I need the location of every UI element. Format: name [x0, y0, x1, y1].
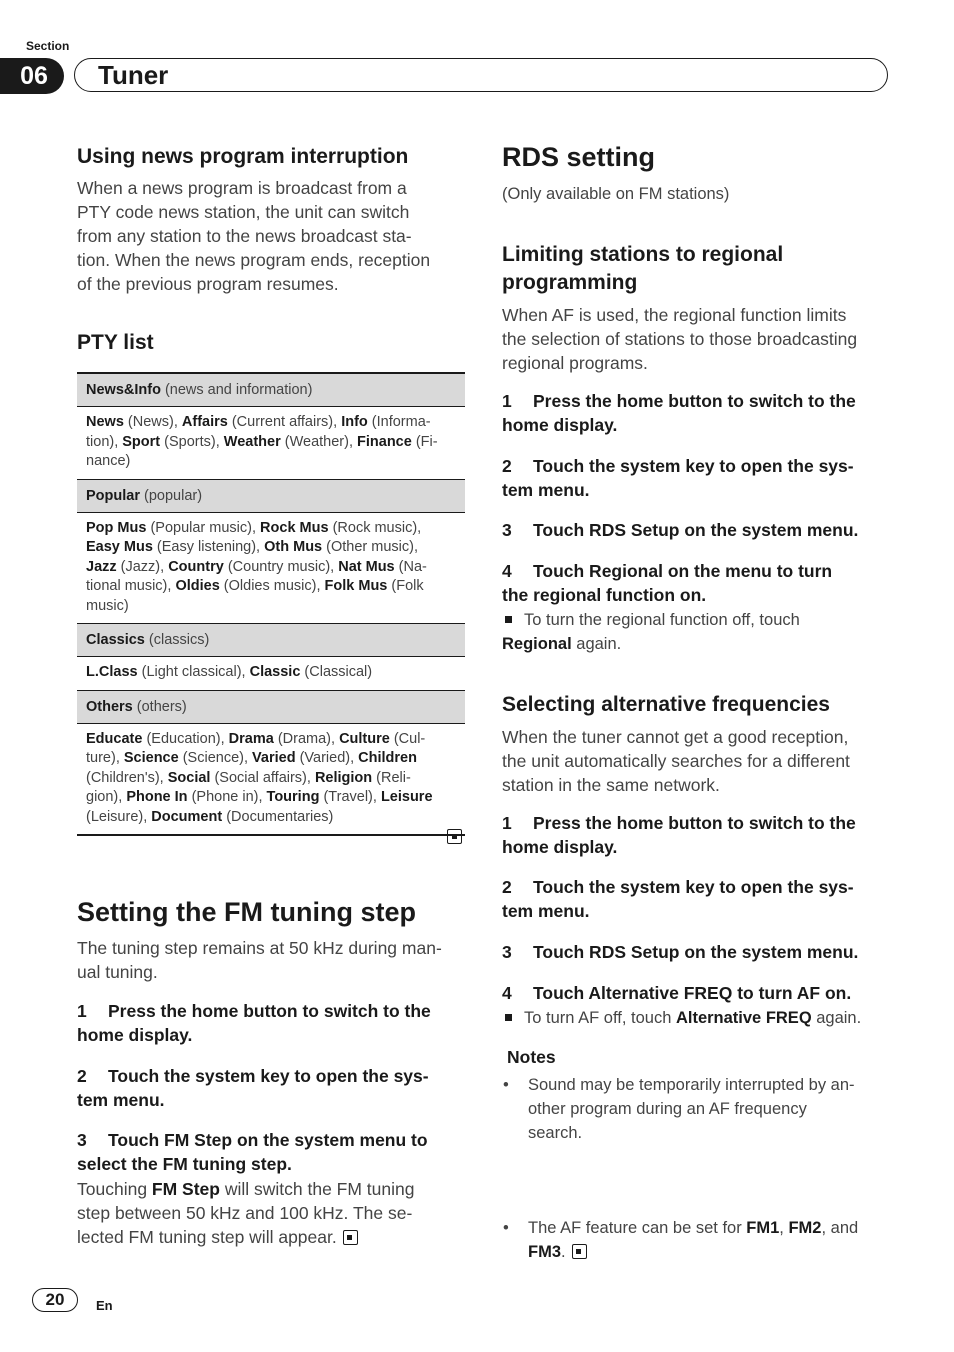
af-heading: Selecting alternative frequencies: [502, 693, 830, 716]
bullet-dot-icon: •: [503, 1219, 509, 1237]
pty-line: Pop Mus (Popular music), Rock Mus (Rock music),: [86, 519, 422, 536]
square-bullet-icon: [505, 616, 512, 623]
regional-bullet: To turn the regional function off, touch Regional again.: [502, 611, 800, 653]
header-bar: [74, 58, 888, 92]
pty-heading: PTY list: [77, 331, 154, 354]
language-code: En: [96, 1298, 113, 1313]
pty-line: tional music), Oldies (Oldies music), Folk Mus (Folk: [86, 578, 424, 594]
pty-group-items: [77, 657, 465, 691]
fm-step-2: 2 Touch the system key to open the sys- tem menu.: [77, 1066, 429, 1110]
square-bullet-icon: [505, 1014, 512, 1021]
regional-step-4: 4 Touch Regional on the menu to turn the regional function on.: [502, 561, 833, 605]
fm-step-heading: Setting the FM tuning step: [77, 897, 416, 927]
pty-line: Easy Mus (Easy listening), Oth Mus (Other music),: [86, 539, 418, 555]
pty-line: ture), Science (Science), Varied (Varied), Children: [86, 750, 417, 766]
regional-paragraph: When AF is used, the regional function limits the selection of stations to those broadcasting regional programs.: [502, 305, 858, 373]
section-number-badge: 06: [0, 58, 64, 94]
end-mark-icon: [343, 1230, 358, 1245]
fm-step-1: 1 Press the home button to switch to the home display.: [77, 1001, 431, 1045]
section-label: Section: [26, 39, 70, 53]
af-bullet: To turn AF off, touch Alternative FREQ again.: [502, 1006, 890, 1030]
bullet-dot-icon: •: [503, 1076, 509, 1094]
news-heading: Using news program interruption: [77, 145, 409, 168]
pty-line: (Children's), Social (Social affairs), Religion (Reli-: [86, 769, 411, 786]
regional-step-2: 2 Touch the system key to open the sys- tem menu.: [502, 456, 854, 500]
pty-group-items: [77, 513, 465, 625]
rds-heading: RDS setting: [502, 142, 656, 172]
pty-line: nance): [86, 453, 131, 469]
pty-group-header: News&Info (news and information): [77, 374, 465, 407]
af-step-2: 2 Touch the system key to open the sys- tem menu.: [502, 877, 854, 921]
pty-line: gion), Phone In (Phone in), Touring (Travel), Leisure: [86, 789, 433, 805]
regional-heading: Limiting stations to regional programming: [502, 243, 784, 294]
pty-line: Jazz (Jazz), Country (Country music), Nat Mus (Na-: [86, 558, 427, 575]
chapter-title: Tuner: [98, 60, 169, 90]
pty-group-items: [77, 724, 465, 837]
pty-group-header: Others (others): [77, 691, 465, 724]
pty-line: News (News), Affairs (Current affairs), Info (Informa-: [86, 414, 431, 430]
fm-step-3: 3 Touch FM Step on the system menu to select the FM tuning step.: [77, 1130, 428, 1174]
af-step-3: 3 Touch RDS Setup on the system menu.: [502, 942, 859, 962]
pty-group-header: Popular (popular): [77, 480, 465, 513]
regional-step-1: 1 Press the home button to switch to the home display.: [502, 391, 856, 435]
af-paragraph: When the tuner cannot get a good reception, the unit automatically searches for a different station in the same network.: [502, 727, 850, 795]
pty-line: Educate (Education), Drama (Drama), Culture (Cul-: [86, 730, 426, 747]
note-2: • The AF feature can be set for FM1, FM2, and FM3.: [503, 1216, 908, 1264]
pty-table: [77, 372, 465, 836]
pty-line: (Leisure), Document (Documentaries): [86, 808, 334, 825]
pty-group-items: [77, 407, 465, 480]
af-step-1: 1 Press the home button to switch to the home display.: [502, 813, 856, 857]
pty-line: music): [86, 597, 129, 614]
note-1: • Sound may be temporarily interrupted by an- other program during an AF frequency search.: [503, 1073, 908, 1145]
pty-group-header: Classics (classics): [77, 624, 465, 657]
regional-step-3: 3 Touch RDS Setup on the system menu.: [502, 520, 859, 540]
fm-step-intro: The tuning step remains at 50 kHz during man- ual tuning.: [77, 938, 442, 982]
end-mark-icon: [572, 1244, 587, 1259]
af-step-4: 4 Touch Alternative FREQ to turn AF on.: [502, 983, 852, 1003]
rds-note: (Only available on FM stations): [502, 185, 730, 203]
end-mark-icon: [447, 829, 462, 847]
news-paragraph: When a news program is broadcast from a PTY code news station, the unit can switch from any station to the news broadcast sta- tion. When the news program ends, reception of the previous program resumes.: [77, 178, 431, 294]
pty-line: L.Class (Light classical), Classic (Classical): [86, 664, 373, 680]
fm-step-result: Touching FM Step will switch the FM tuning step between 50 kHz and 100 kHz. The se- lected FM tuning step will appear.: [77, 1179, 415, 1247]
notes-title: Notes: [507, 1047, 556, 1067]
pty-line: tion), Sport (Sports), Weather (Weather), Finance (Fi-: [86, 433, 438, 450]
page-number: 20: [32, 1288, 78, 1312]
